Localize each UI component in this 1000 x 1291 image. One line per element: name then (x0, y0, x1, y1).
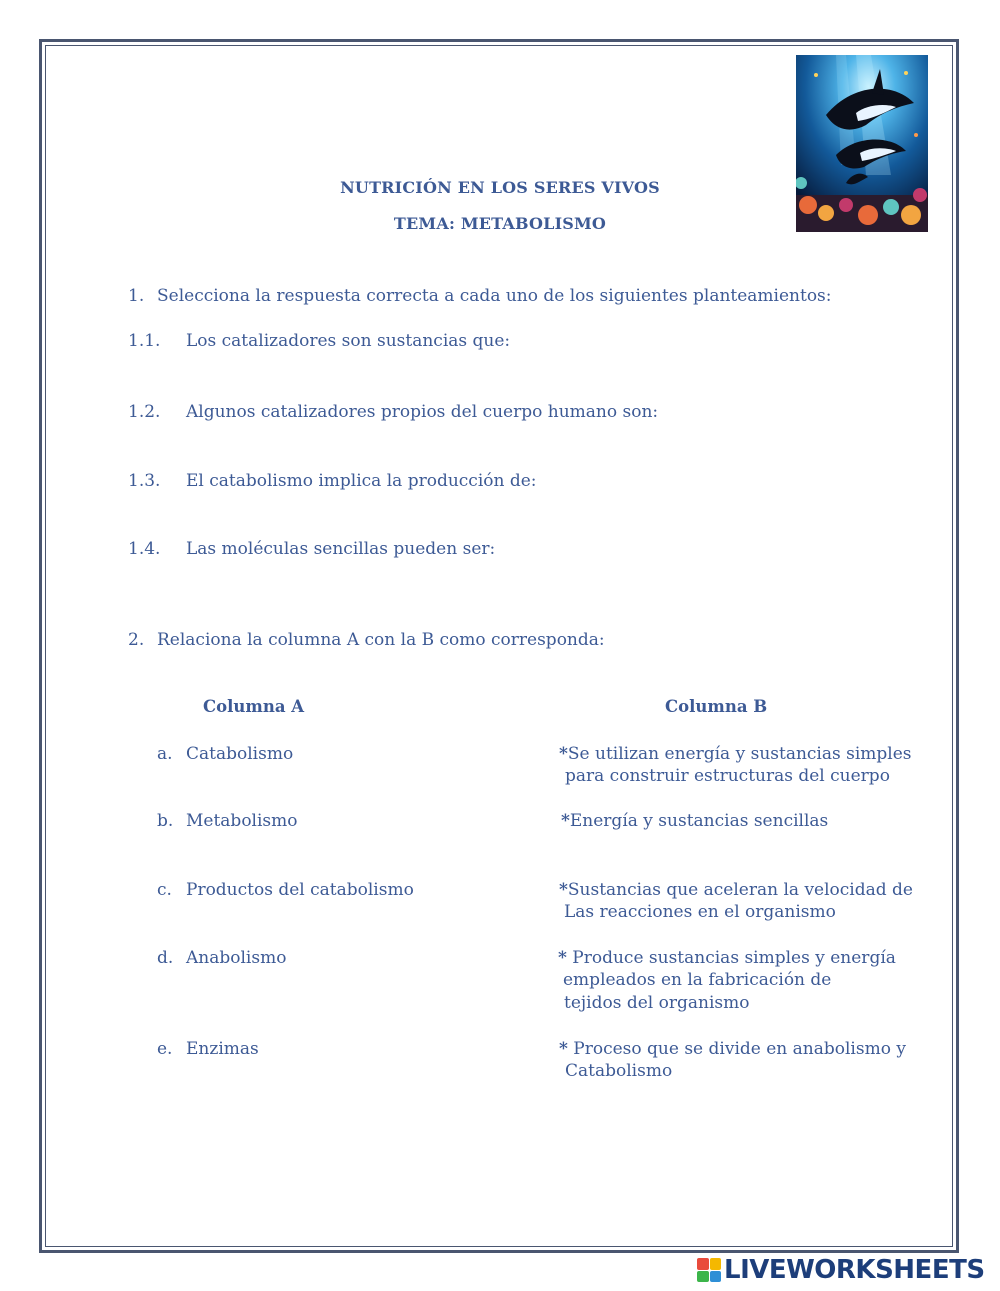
question-text: Las moléculas sencillas pueden ser: (186, 539, 496, 559)
liveworksheets-badge-icon (697, 1258, 721, 1282)
bullet-star: * (559, 744, 568, 764)
column-b-line: tejidos del organismo (564, 993, 750, 1013)
column-a-item: Metabolismo (186, 811, 298, 831)
badge-square-icon (710, 1258, 722, 1270)
column-b-item (561, 811, 828, 831)
question-text: Los catalizadores son sustancias que: (186, 331, 511, 351)
column-a-letter: d. (157, 948, 174, 968)
section1-number: 1. (128, 286, 145, 306)
column-b-header: Columna B (665, 697, 768, 716)
column-a-letter: c. (157, 880, 172, 900)
column-a-letter: b. (157, 811, 174, 831)
badge-square-icon (710, 1271, 722, 1283)
bullet-star: * (561, 811, 570, 831)
brand-name: LIVEWORKSHEETS (724, 1255, 985, 1285)
column-a-item: Productos del catabolismo (186, 880, 414, 900)
column-b-item (559, 1039, 906, 1059)
column-a-letter: e. (157, 1039, 173, 1059)
orca-underwater-image (796, 55, 928, 232)
badge-square-icon (697, 1258, 709, 1270)
section1-instruction: Selecciona la respuesta correcta a cada uno de los siguientes planteamientos: (157, 286, 832, 306)
column-b-line: Se utilizan energía y sustancias simples (567, 744, 912, 764)
column-b-line: Las reacciones en el organismo (564, 902, 836, 922)
liveworksheets-logo[interactable] (697, 1255, 985, 1285)
column-a-item: Anabolismo (186, 948, 287, 968)
column-b-line: para construir estructuras del cuerpo (565, 766, 890, 786)
column-b-item (558, 948, 896, 968)
section2-number: 2. (128, 630, 145, 650)
column-a-item: Catabolismo (186, 744, 294, 764)
page-subtitle: TEMA: METABOLISMO (393, 214, 607, 233)
column-b-line: Energía y sustancias sencillas (569, 811, 829, 831)
column-a-item: Enzimas (186, 1039, 259, 1059)
question-number: 1.4. (128, 539, 161, 559)
question-number: 1.3. (128, 471, 161, 491)
column-b-item (559, 744, 912, 764)
bullet-star: * (559, 880, 568, 900)
page-title: NUTRICIÓN EN LOS SERES VIVOS (340, 178, 660, 197)
bullet-star: * (559, 1039, 568, 1059)
column-b-line: empleados en la fabricación de (563, 970, 832, 990)
column-b-line: Sustancias que aceleran la velocidad de (567, 880, 913, 900)
question-text: Algunos catalizadores propios del cuerpo humano son: (186, 402, 659, 422)
bullet-star: * (558, 948, 567, 968)
column-b-line: Proceso que se divide en anabolismo y (567, 1039, 906, 1059)
question-number: 1.1. (128, 331, 161, 351)
question-text: El catabolismo implica la producción de: (186, 471, 537, 491)
question-number: 1.2. (128, 402, 161, 422)
column-b-item (559, 880, 913, 900)
section2-instruction: Relaciona la columna A con la B como corresponda: (157, 630, 605, 650)
column-b-line: Produce sustancias simples y energía (566, 948, 896, 968)
column-a-header: Columna A (203, 697, 305, 716)
badge-square-icon (697, 1271, 709, 1283)
column-b-line: Catabolismo (565, 1061, 673, 1081)
column-a-letter: a. (157, 744, 173, 764)
